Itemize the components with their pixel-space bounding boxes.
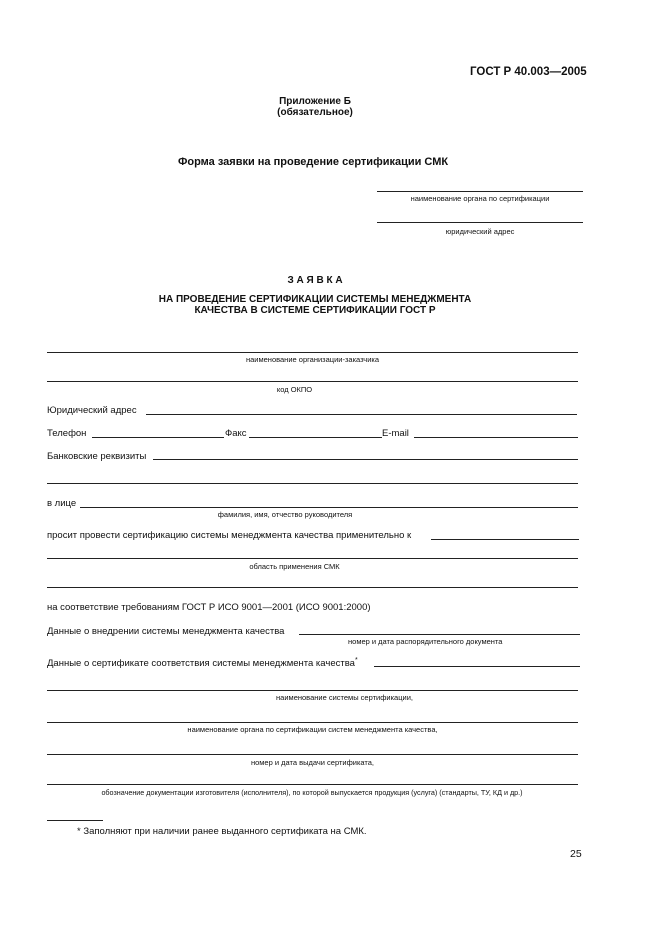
body-line[interactable] xyxy=(47,722,578,723)
application-word: З А Я В К А xyxy=(287,275,343,286)
okpo-line[interactable] xyxy=(47,381,578,382)
implementation-line[interactable] xyxy=(299,634,580,635)
scope-line[interactable] xyxy=(47,558,578,559)
request-text: просит провести сертификацию системы менеджмента качества применительно к xyxy=(47,530,412,541)
email-line[interactable] xyxy=(414,437,578,438)
email-label: E-mail xyxy=(382,428,409,439)
customer-line[interactable] xyxy=(47,352,578,353)
head-line[interactable] xyxy=(80,507,578,508)
form-title: Форма заявки на проведение сертификации СМК xyxy=(178,156,449,168)
certificate-label-text: Данные о сертификате соответствия системы менеджмента качества xyxy=(47,658,355,670)
legal-address-line[interactable] xyxy=(146,414,577,415)
recipient-address-caption: юридический адрес xyxy=(445,227,515,236)
standard-code: ГОСТ Р 40.003—2005 xyxy=(470,66,587,78)
head-caption: фамилия, имя, отчество руководителя xyxy=(217,510,353,519)
implementation-label: Данные о внедрении системы менеджмента качества xyxy=(47,626,285,637)
application-line2: КАЧЕСТВА В СИСТЕМЕ СЕРТИФИКАЦИИ ГОСТ Р xyxy=(194,305,436,316)
okpo-caption: код ОКПО xyxy=(276,385,313,394)
phone-line[interactable] xyxy=(92,437,224,438)
appendix-label: Приложение Б xyxy=(279,96,351,107)
cert-number-line[interactable] xyxy=(47,754,578,755)
fax-label: Факс xyxy=(225,428,247,439)
bank-line-2[interactable] xyxy=(47,483,578,484)
footnote: * Заполняют при наличии ранее выданного сертификата на СМК. xyxy=(77,826,367,837)
bank-label: Банковские реквизиты xyxy=(47,451,147,462)
certificate-mark: * xyxy=(354,657,358,664)
compliance-text: на соответствие требованиям ГОСТ Р ИСО 9001—2001 (ИСО 9001:2000) xyxy=(47,602,371,613)
legal-address-label: Юридический адрес xyxy=(47,405,137,416)
application-line1: НА ПРОВЕДЕНИЕ СЕРТИФИКАЦИИ СИСТЕМЫ МЕНЕДЖМЕНТА xyxy=(158,294,472,305)
docs-caption: обозначение документации изготовителя (исполнителя), по которой выпускается продукция (услуга) (стандарты, ТУ, КД и др.) xyxy=(101,788,523,797)
certificate-label xyxy=(47,657,358,669)
appendix-status: (обязательное) xyxy=(277,107,353,118)
footnote-rule xyxy=(47,820,103,821)
system-caption: наименование системы сертификации, xyxy=(276,693,413,702)
scope-caption: область применения СМК xyxy=(249,562,340,571)
system-line[interactable] xyxy=(47,690,578,691)
cert-number-caption: номер и дата выдачи сертификата, xyxy=(250,758,375,767)
bank-line[interactable] xyxy=(153,459,578,460)
represented-label: в лице xyxy=(47,498,77,509)
order-caption: номер и дата распорядительного документа xyxy=(348,637,503,646)
certificate-line[interactable] xyxy=(374,666,580,667)
customer-caption: наименование организации-заказчика xyxy=(245,355,380,364)
page-number: 25 xyxy=(570,848,582,860)
phone-label: Телефон xyxy=(47,428,87,439)
recipient-org-caption: наименование органа по сертификации xyxy=(410,194,550,203)
body-caption: наименование органа по сертификации систем менеджмента качества, xyxy=(187,725,438,734)
recipient-address-line[interactable] xyxy=(377,222,583,223)
docs-line[interactable] xyxy=(47,784,578,785)
fax-line[interactable] xyxy=(249,437,382,438)
request-line[interactable] xyxy=(431,539,579,540)
recipient-org-line[interactable] xyxy=(377,191,583,192)
scope-line-2[interactable] xyxy=(47,587,578,588)
